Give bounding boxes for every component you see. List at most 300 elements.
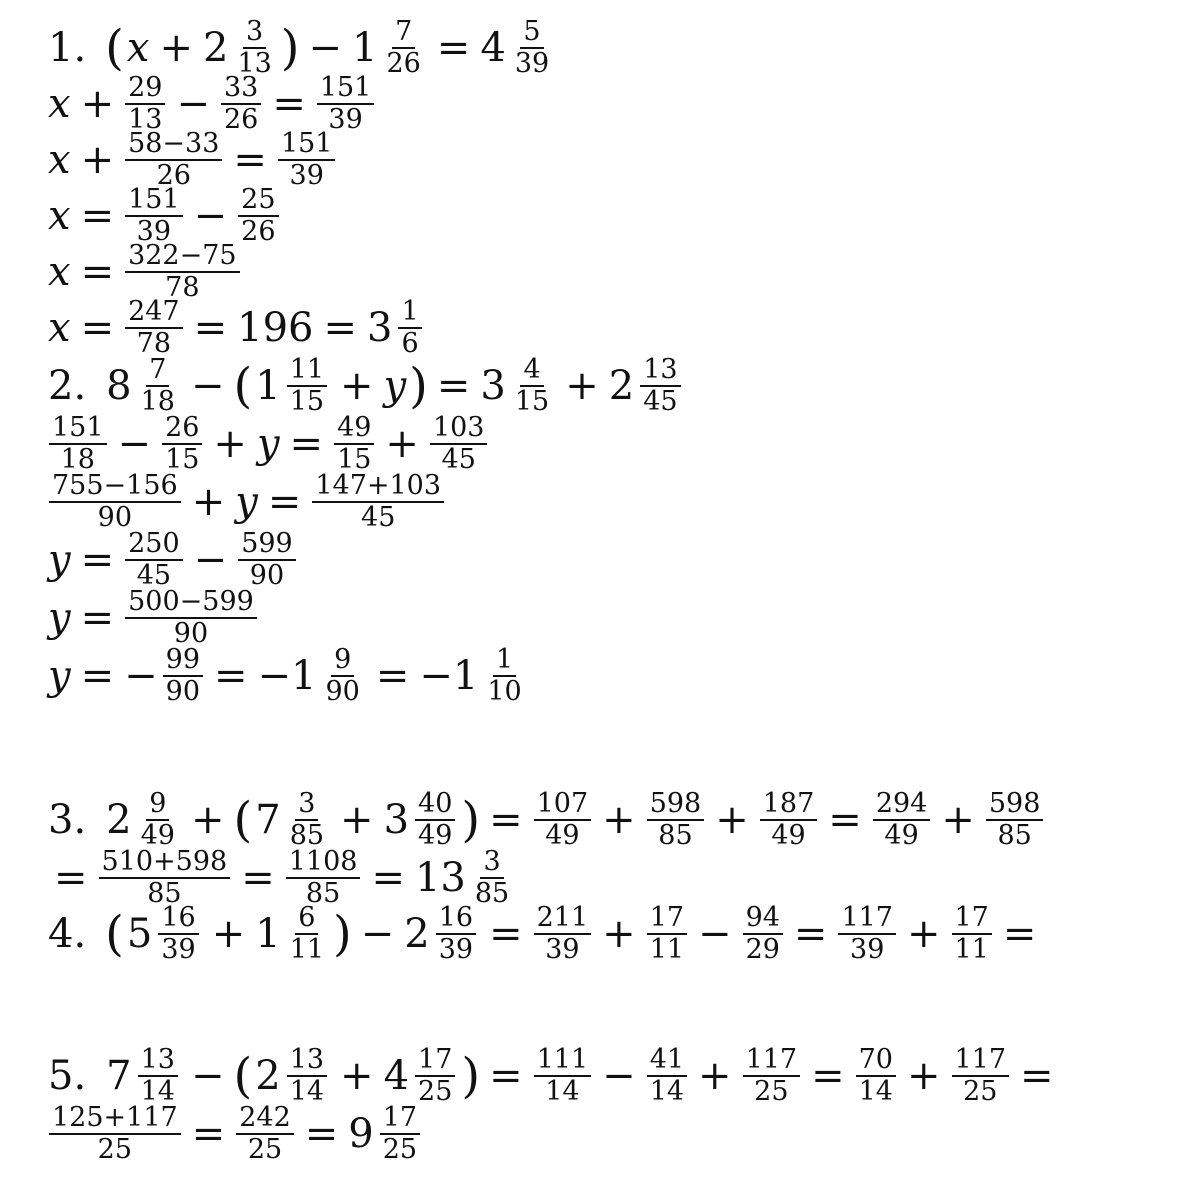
equation-line — [46, 588, 260, 647]
operator: = — [267, 478, 302, 525]
parenthesis: ) — [333, 905, 352, 962]
equation-line — [46, 904, 1044, 963]
whole-part: 3 — [383, 796, 410, 843]
fraction — [125, 242, 240, 301]
fraction — [238, 186, 278, 245]
fraction — [125, 298, 183, 357]
operator: = — [80, 304, 115, 351]
variable: x — [48, 304, 71, 351]
operator: = — [80, 594, 115, 641]
fraction — [380, 1104, 420, 1163]
fraction — [278, 130, 336, 189]
fraction — [287, 904, 327, 963]
problem-number: 2. — [48, 362, 87, 409]
whole-part: 4 — [383, 1052, 410, 1099]
fraction — [512, 356, 552, 415]
mixed-number — [255, 904, 330, 963]
operator: = — [375, 652, 410, 699]
fraction — [322, 646, 362, 705]
operator: + — [715, 796, 749, 843]
operator: = — [54, 854, 88, 901]
parenthesis: ( — [233, 1047, 253, 1104]
fraction — [99, 848, 231, 907]
operator: + — [190, 796, 225, 843]
operator: = — [233, 136, 267, 183]
operator: = — [191, 1110, 226, 1157]
whole-part: 9 — [348, 1110, 374, 1157]
whole-part: 2 — [106, 796, 132, 843]
fraction — [49, 1104, 181, 1163]
fraction — [534, 790, 592, 849]
numerator: 500−599 — [125, 588, 257, 619]
parenthesis: ) — [280, 19, 300, 76]
numerator: 1 — [493, 646, 516, 677]
operator: + — [906, 910, 941, 957]
fraction — [125, 186, 183, 245]
denominator: 15 — [165, 443, 200, 475]
operator: = — [193, 304, 228, 351]
operator: = — [489, 1052, 523, 1099]
denominator: 25 — [382, 1133, 418, 1165]
operator: = — [80, 192, 115, 239]
numerator: 25 — [238, 186, 278, 217]
operator: − — [193, 536, 228, 583]
denominator: 45 — [643, 385, 678, 417]
denominator: 18 — [60, 443, 95, 475]
whole-part: 1 — [255, 362, 281, 409]
variable: x — [126, 24, 150, 71]
denominator: 85 — [997, 819, 1032, 851]
fraction — [138, 1046, 178, 1105]
equation-line — [46, 130, 338, 189]
numerator: 40 — [415, 790, 455, 821]
whole-part: −1 — [257, 652, 317, 699]
operator: − — [193, 192, 228, 239]
whole-part: 8 — [106, 362, 132, 409]
fraction — [398, 298, 421, 357]
fraction — [138, 790, 178, 849]
mixed-number — [352, 18, 427, 77]
numerator: 3 — [480, 848, 503, 879]
equation-line — [46, 472, 447, 531]
numerator: 13 — [138, 1046, 178, 1077]
mixed-number — [348, 1104, 423, 1163]
operator: = — [304, 1110, 339, 1157]
equation-line — [46, 242, 243, 301]
denominator: 18 — [140, 385, 175, 417]
numerator: 598 — [986, 790, 1044, 821]
number: − — [124, 652, 158, 699]
equation-line — [46, 414, 490, 473]
numerator: 151 — [317, 74, 375, 105]
numerator: 5 — [520, 18, 543, 49]
numerator: 147+103 — [312, 472, 444, 503]
equation-line — [46, 1046, 1062, 1105]
numerator: 58−33 — [125, 130, 222, 161]
fraction — [287, 356, 327, 415]
numerator: 13 — [287, 1046, 327, 1077]
denominator: 39 — [545, 933, 580, 965]
operator: = — [80, 652, 115, 699]
parenthesis: ( — [105, 19, 124, 76]
equation-line — [46, 530, 299, 589]
operator: − — [190, 362, 225, 409]
variable: x — [48, 136, 71, 183]
denominator: 14 — [649, 1075, 685, 1107]
equation-line — [46, 74, 377, 133]
fraction — [430, 414, 488, 473]
numerator: 117 — [838, 904, 896, 935]
numerator: 17 — [380, 1104, 420, 1135]
denominator: 49 — [771, 819, 806, 851]
mixed-number — [419, 646, 527, 705]
fraction — [125, 74, 165, 133]
numerator: 1108 — [286, 848, 361, 879]
operator: + — [159, 24, 193, 71]
whole-part: 1 — [255, 910, 281, 957]
operator: + — [213, 420, 247, 467]
numerator: 117 — [952, 1046, 1010, 1077]
numerator: 151 — [49, 414, 107, 445]
denominator: 49 — [140, 819, 175, 851]
fraction — [158, 904, 198, 963]
operator: + — [191, 478, 226, 525]
whole-part: 7 — [255, 796, 281, 843]
operator: + — [602, 796, 636, 843]
denominator: 25 — [963, 1075, 998, 1107]
numerator: 6 — [295, 904, 318, 935]
fraction — [856, 1046, 896, 1105]
denominator: 29 — [745, 933, 780, 965]
numerator: 17 — [952, 904, 992, 935]
fraction — [287, 1046, 327, 1105]
fraction — [743, 1046, 801, 1105]
denominator: 26 — [386, 47, 421, 79]
numerator: 7 — [392, 18, 415, 49]
fraction — [138, 356, 178, 415]
operator: − — [698, 910, 732, 957]
numerator: 151 — [125, 186, 183, 217]
numerator: 322−75 — [125, 242, 240, 273]
denominator: 90 — [173, 617, 209, 649]
whole-part: 7 — [106, 1052, 132, 1099]
whole-part: 13 — [414, 854, 466, 901]
numerator: 151 — [278, 130, 336, 161]
mixed-number — [415, 848, 515, 907]
fraction — [163, 646, 203, 705]
fraction — [125, 530, 183, 589]
whole-part: −1 — [419, 652, 479, 699]
numerator: 17 — [415, 1046, 455, 1077]
denominator: 14 — [289, 1075, 325, 1107]
whole-part: 1 — [352, 24, 378, 71]
numerator: 7 — [146, 356, 169, 387]
mixed-number — [255, 1046, 330, 1105]
mixed-number — [106, 1046, 181, 1105]
problem-number: 1. — [48, 24, 87, 71]
variable: x — [48, 248, 71, 295]
whole-part: 4 — [480, 24, 506, 71]
equation-line — [46, 1104, 425, 1163]
numerator: 598 — [647, 790, 705, 821]
fraction — [415, 790, 455, 849]
numerator: 294 — [873, 790, 931, 821]
fraction — [125, 130, 222, 189]
operator: + — [698, 1052, 732, 1099]
parenthesis: ( — [233, 791, 253, 848]
whole-part: 2 — [608, 362, 635, 409]
fraction — [287, 790, 327, 849]
variable: y — [48, 536, 71, 583]
denominator: 45 — [361, 501, 396, 533]
denominator: 11 — [649, 933, 685, 965]
denominator: 39 — [161, 933, 196, 965]
numerator: 510+598 — [99, 848, 231, 879]
parenthesis: ) — [461, 1047, 481, 1104]
equation-line — [46, 186, 282, 245]
numerator: 94 — [743, 904, 783, 935]
mixed-number — [480, 18, 555, 77]
denominator: 90 — [249, 559, 285, 591]
denominator: 45 — [136, 559, 172, 591]
numerator: 755−156 — [49, 472, 181, 503]
operator: + — [565, 362, 599, 409]
denominator: 25 — [97, 1133, 133, 1165]
mixed-number — [609, 356, 684, 415]
numerator: 29 — [125, 74, 165, 105]
fraction — [760, 790, 818, 849]
denominator: 26 — [241, 215, 276, 247]
denominator: 85 — [289, 819, 325, 851]
equation-line — [46, 848, 517, 907]
mixed-number — [106, 356, 181, 415]
parenthesis: ( — [233, 357, 253, 414]
numerator: 247 — [125, 298, 183, 329]
fraction — [647, 790, 705, 849]
fraction — [221, 74, 261, 133]
denominator: 90 — [165, 675, 200, 707]
numerator: 99 — [163, 646, 203, 677]
operator: + — [80, 136, 115, 183]
denominator: 25 — [418, 1075, 453, 1107]
operator: = — [323, 304, 358, 351]
fraction — [312, 472, 444, 531]
fraction — [952, 1046, 1010, 1105]
fraction — [49, 472, 181, 531]
operator: − — [360, 910, 395, 957]
number: 196 — [237, 304, 314, 351]
whole-part: 2 — [404, 910, 430, 957]
variable: y — [48, 594, 71, 641]
numerator: 107 — [534, 790, 592, 821]
fraction — [472, 848, 512, 907]
denominator: 85 — [305, 877, 341, 909]
operator: = — [436, 362, 471, 409]
operator: + — [340, 1052, 374, 1099]
numerator: 33 — [221, 74, 261, 105]
numerator: 3 — [295, 790, 318, 821]
numerator: 1 — [398, 298, 421, 329]
operator: + — [906, 1052, 941, 1099]
numerator: 49 — [334, 414, 374, 445]
denominator: 25 — [754, 1075, 789, 1107]
operator: − — [190, 1052, 225, 1099]
whole-part: 3 — [480, 362, 506, 409]
denominator: 85 — [658, 819, 693, 851]
denominator: 45 — [441, 443, 476, 475]
numerator: 11 — [287, 356, 327, 387]
denominator: 11 — [289, 933, 325, 965]
operator: = — [828, 796, 862, 843]
operator: − — [117, 420, 152, 467]
mixed-number — [384, 790, 459, 849]
denominator: 49 — [545, 819, 580, 851]
numerator: 111 — [534, 1046, 592, 1077]
denominator: 78 — [165, 271, 200, 303]
operator: + — [602, 910, 636, 957]
denominator: 49 — [884, 819, 919, 851]
denominator: 15 — [514, 385, 550, 417]
equation-line — [46, 646, 530, 705]
operator: = — [1020, 1052, 1054, 1099]
operator: = — [241, 854, 275, 901]
fraction — [286, 848, 361, 907]
whole-part: 2 — [255, 1052, 281, 1099]
fraction — [384, 18, 424, 77]
mixed-number — [255, 356, 330, 415]
whole-part: 3 — [367, 304, 393, 351]
operator: + — [340, 796, 374, 843]
parenthesis: ) — [409, 357, 428, 414]
numerator: 599 — [238, 530, 296, 561]
operator: = — [793, 910, 828, 957]
numerator: 70 — [856, 1046, 896, 1077]
fraction — [234, 18, 274, 77]
numerator: 41 — [647, 1046, 687, 1077]
fraction — [49, 414, 107, 473]
operator: = — [436, 24, 471, 71]
numerator: 17 — [647, 904, 687, 935]
problem-number: 4. — [48, 910, 87, 957]
fraction — [640, 356, 680, 415]
numerator: 211 — [534, 904, 592, 935]
denominator: 49 — [418, 819, 453, 851]
denominator: 26 — [156, 159, 191, 191]
numerator: 9 — [331, 646, 354, 677]
denominator: 39 — [136, 215, 172, 247]
denominator: 39 — [850, 933, 885, 965]
equation-line — [46, 356, 686, 415]
parenthesis: ) — [461, 791, 481, 848]
fraction — [317, 74, 375, 133]
variable: y — [48, 652, 71, 699]
fraction — [334, 414, 374, 473]
whole-part: 5 — [126, 910, 153, 957]
numerator: 103 — [430, 414, 488, 445]
denominator: 26 — [223, 103, 259, 135]
numerator: 26 — [162, 414, 202, 445]
numerator: 125+117 — [49, 1104, 181, 1135]
operator: = — [489, 796, 523, 843]
denominator: 13 — [237, 47, 272, 79]
fraction — [647, 1046, 687, 1105]
fraction — [647, 904, 687, 963]
fraction — [873, 790, 931, 849]
fraction — [236, 1104, 294, 1163]
mixed-number — [404, 904, 479, 963]
denominator: 25 — [247, 1133, 283, 1165]
variable: x — [48, 192, 71, 239]
operator: + — [385, 420, 419, 467]
operator: = — [371, 854, 405, 901]
fraction — [162, 414, 202, 473]
parenthesis: ( — [105, 905, 124, 962]
denominator: 14 — [140, 1075, 175, 1107]
denominator: 15 — [337, 443, 372, 475]
fraction — [415, 1046, 455, 1105]
numerator: 3 — [243, 18, 266, 49]
fraction — [238, 530, 296, 589]
fraction — [512, 18, 552, 77]
denominator: 85 — [147, 877, 182, 909]
mixed-number — [203, 18, 278, 77]
denominator: 39 — [514, 47, 550, 79]
operator: = — [811, 1052, 845, 1099]
fraction — [838, 904, 896, 963]
operator: = — [80, 536, 115, 583]
mixed-number — [106, 790, 181, 849]
denominator: 14 — [858, 1075, 893, 1107]
fraction — [125, 588, 257, 647]
mixed-number — [384, 1046, 459, 1105]
numerator: 187 — [760, 790, 818, 821]
numerator: 13 — [640, 356, 680, 387]
problem-number: 5. — [48, 1052, 87, 1099]
operator: + — [80, 80, 115, 127]
operator: + — [941, 796, 975, 843]
mixed-number — [367, 298, 425, 357]
fraction — [534, 904, 592, 963]
denominator: 15 — [289, 385, 325, 417]
operator: + — [340, 362, 374, 409]
numerator: 16 — [158, 904, 198, 935]
whole-part: 2 — [202, 24, 229, 71]
denominator: 6 — [401, 327, 419, 359]
numerator: 9 — [146, 790, 169, 821]
fraction — [986, 790, 1044, 849]
denominator: 78 — [136, 327, 172, 359]
mixed-number — [258, 646, 366, 705]
variable: y — [235, 478, 258, 525]
equation-line — [46, 298, 427, 357]
operator: = — [214, 652, 248, 699]
fraction — [534, 1046, 592, 1105]
denominator: 11 — [954, 933, 989, 965]
fraction — [743, 904, 783, 963]
operator: + — [211, 910, 246, 957]
denominator: 90 — [325, 675, 360, 707]
equation-line — [46, 790, 1046, 849]
numerator: 4 — [520, 356, 543, 387]
mixed-number — [480, 356, 555, 415]
operator: = — [1002, 910, 1037, 957]
operator: = — [289, 420, 324, 467]
denominator: 39 — [289, 159, 324, 191]
operator: − — [308, 24, 343, 71]
operator: − — [602, 1052, 636, 1099]
denominator: 39 — [328, 103, 363, 135]
equation-line — [46, 18, 557, 77]
